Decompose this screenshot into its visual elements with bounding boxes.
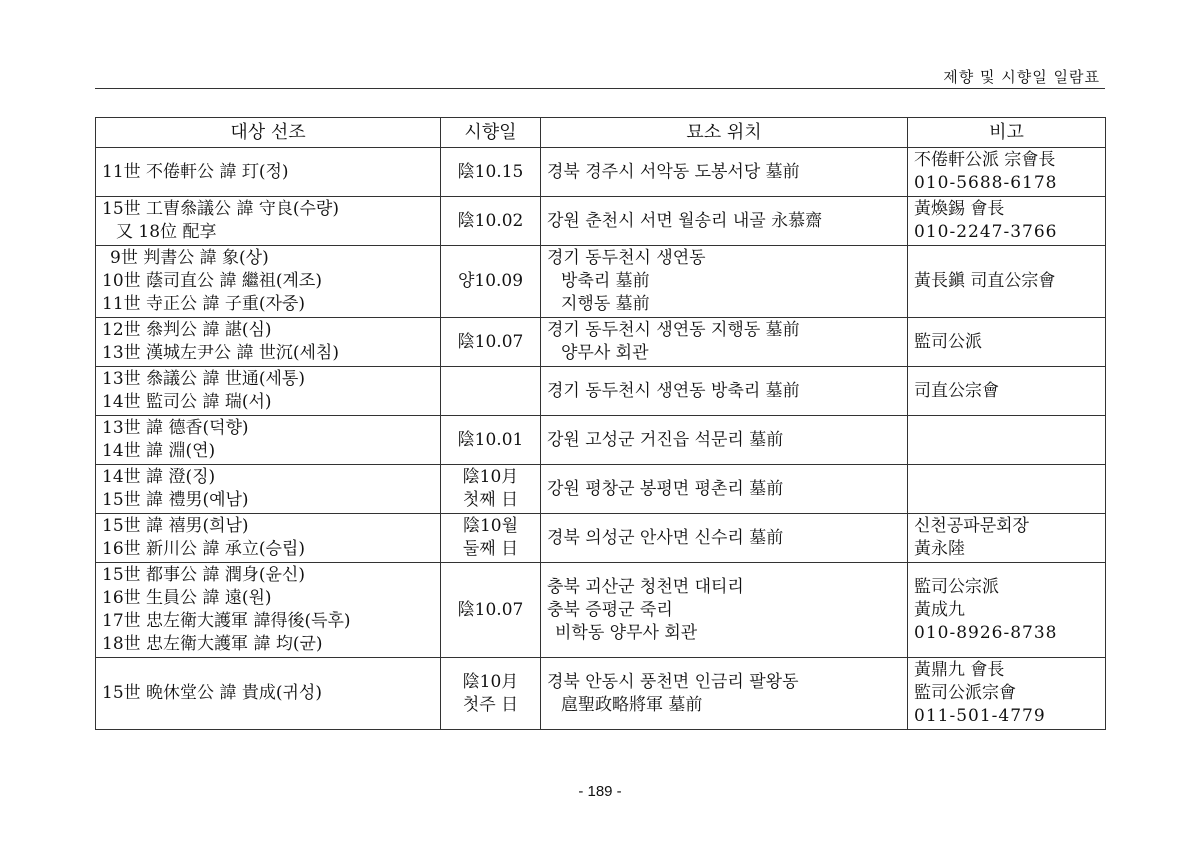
ancestor-line: 9世 判書公 諱 象(상) [110,248,269,268]
date-cell [441,246,541,318]
ancestor-line: 15世 諱 禧男(희남) [102,516,249,536]
note-line: 010-5688-6178 [914,173,1058,193]
date-line: 첫째 日 [462,490,519,510]
table-row [96,197,1106,246]
date-cell [441,148,541,197]
location-line: 강원 춘천시 서면 월송리 내골 永慕齋 [547,210,823,231]
note-line: 黃長鎭 司直公宗會 [914,271,1056,291]
location-cell [541,514,908,563]
ancestor-line: 17世 忠左衛大護軍 諱得後(득후) [102,611,351,631]
location-line: 양무사 회관 [561,343,649,363]
ancestor-cell [96,465,441,514]
location-cell [541,318,908,367]
location-line: 방축리 墓前 [561,271,650,291]
date-line: 陰10.07 [457,331,524,352]
note-cell [908,658,1106,730]
page-number: - 189 - [578,783,622,800]
location-line: 강원 고성군 거진읍 석문리 墓前 [547,429,784,450]
ancestor-line: 15世 諱 禮男(예남) [102,490,249,510]
location-cell [541,658,908,730]
date-cell [441,658,541,730]
location-cell [541,246,908,318]
date-line: 陰10.07 [457,599,524,620]
note-line: 010-2247-3766 [914,222,1058,242]
column-header-location: 묘소 위치 [541,118,908,148]
note-line: 不倦軒公派 宗會長 [914,150,1056,170]
location-line: 경북 의성군 안사면 신수리 墓前 [547,527,784,548]
location-line: 扈聖政略將軍 墓前 [561,694,703,715]
ancestor-cell [96,563,441,658]
ancestor-line: 11世 不倦軒公 諱 玎(정) [102,161,289,182]
note-line: 黃永陸 [914,539,965,559]
date-line: 陰10月 [462,467,519,487]
table-row [96,465,1106,514]
ancestor-cell [96,367,441,416]
location-line: 경북 안동시 풍천면 인금리 팔왕동 [547,671,799,692]
date-line: 첫주 日 [462,694,519,715]
location-line: 경기 동두천시 생연동 [547,248,706,268]
location-cell [541,465,908,514]
ancestor-line: 14世 監司公 諱 瑞(서) [102,392,272,412]
table-row [96,563,1106,658]
note-cell [908,465,1106,514]
note-cell [908,197,1106,246]
date-line: 양10.09 [457,271,524,291]
column-header-note: 비고 [908,118,1106,148]
ancestor-cell [96,148,441,197]
ancestor-line: 又 18位 配享 [116,222,217,242]
date-line: 陰10.01 [457,429,524,450]
date-cell [441,367,541,416]
ancestor-line: 15世 工曺叅議公 諱 守良(수량) [102,199,339,219]
location-line: 경기 동두천시 생연동 방축리 墓前 [547,380,800,401]
location-cell [541,416,908,465]
table-header-row [96,118,1106,148]
note-line: 010-8926-8738 [914,622,1058,643]
ancestor-line: 16世 生員公 諱 遠(원) [102,588,272,608]
ancestor-line: 10世 蔭司直公 諱 繼祖(계조) [102,271,322,291]
date-cell [441,197,541,246]
ancestor-line: 13世 諱 德香(덕향) [102,418,249,438]
note-line: 黃煥錫 會長 [914,199,1005,219]
ancestor-line: 14世 諱 淵(연) [102,441,216,461]
ancestor-line: 12世 叅判公 諱 諶(심) [102,320,272,340]
note-cell [908,246,1106,318]
table-row [96,318,1106,367]
location-line: 충북 증평군 죽리 [547,599,673,620]
column-header-date: 시향일 [441,118,541,148]
location-line: 비학동 양무사 회관 [555,622,698,643]
ancestor-line: 18世 忠左衛大護軍 諱 均(균) [102,634,323,654]
column-header-ancestor: 대상 선조 [96,118,441,148]
running-header-title: 제향 및 시향일 일람표 [943,68,1100,86]
note-line: 監司公宗派 [914,576,999,597]
table-row [96,246,1106,318]
ancestor-cell [96,514,441,563]
ancestor-line: 16世 新川公 諱 承立(승립) [102,539,305,559]
ancestor-cell [96,246,441,318]
date-line: 陰10月 [462,671,519,692]
table-row [96,367,1106,416]
ancestor-cell [96,197,441,246]
location-cell [541,367,908,416]
ancestor-line: 11世 寺正公 諱 子重(자중) [102,294,305,314]
date-cell [441,514,541,563]
ancestor-line: 13世 叅議公 諱 世通(세통) [102,369,305,389]
date-cell [441,563,541,658]
date-cell [441,318,541,367]
date-line: 陰10월 [462,516,519,536]
date-cell [441,416,541,465]
ancestor-cell [96,658,441,730]
date-line: 陰10.02 [457,210,524,231]
location-line: 충북 괴산군 청천면 대티리 [547,576,744,597]
date-line: 陰10.15 [457,161,524,182]
note-cell [908,416,1106,465]
note-cell [908,318,1106,367]
table-row [96,658,1106,730]
ancestor-line: 15世 晩休堂公 諱 貴成(귀성) [102,683,322,703]
note-cell [908,563,1106,658]
note-cell [908,514,1106,563]
date-cell [441,465,541,514]
note-line: 監司公派宗會 [914,683,1016,703]
header-rule [95,88,1105,89]
table-row [96,514,1106,563]
note-line: 黃成九 [914,599,965,620]
location-line: 경북 경주시 서악동 도봉서당 墓前 [547,161,800,182]
ancestor-cell [96,416,441,465]
ancestor-line: 15世 都事公 諱 潤身(윤신) [102,565,305,585]
note-line: 신천공파문회장 [914,516,1029,536]
location-cell [541,148,908,197]
note-line: 監司公派 [914,331,982,352]
location-line: 강원 평창군 봉평면 평촌리 墓前 [547,478,784,499]
date-line: 둘째 日 [462,539,519,559]
location-cell [541,563,908,658]
note-cell [908,148,1106,197]
note-line: 011-501-4779 [914,706,1046,726]
location-line: 경기 동두천시 생연동 지행동 墓前 [547,320,800,340]
table-row [96,416,1106,465]
location-line: 지행동 墓前 [561,294,650,314]
ancestor-line: 14世 諱 澄(징) [102,467,216,487]
ancestor-line: 13世 漢城左尹公 諱 世沉(세침) [102,343,339,363]
memorial-schedule-table [95,117,1106,730]
ancestor-cell [96,318,441,367]
table-row [96,148,1106,197]
note-line: 黃鼎九 會長 [914,660,1005,680]
note-cell [908,367,1106,416]
note-line: 司直公宗會 [914,380,999,401]
location-cell [541,197,908,246]
